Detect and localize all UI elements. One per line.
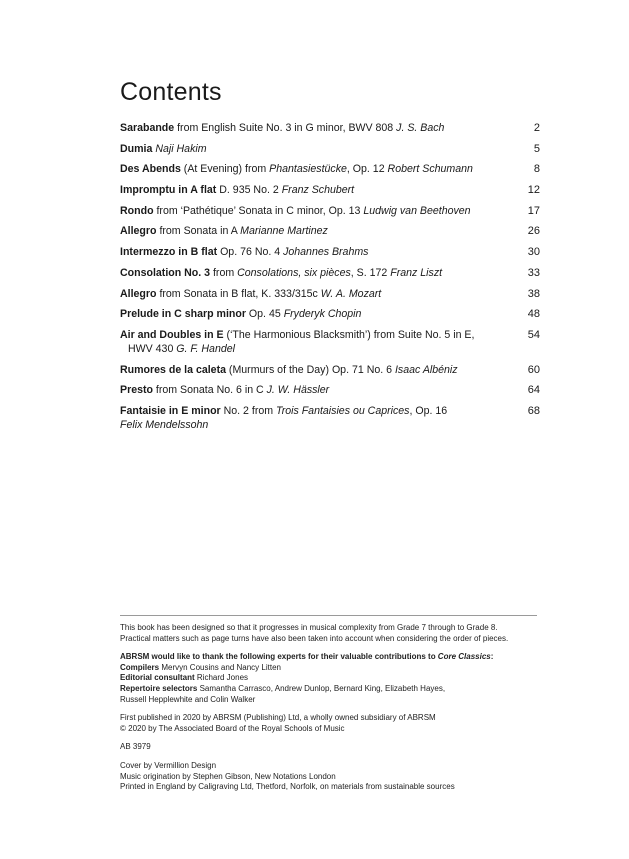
series-name: Core Classics (437, 652, 491, 662)
page-number: 68 (527, 404, 540, 417)
cover-line: Cover by Vermillion Design (120, 760, 217, 770)
page-number: 64 (527, 384, 540, 397)
collection-title: Phantasiestücke (269, 163, 347, 176)
page-number: 54 (527, 328, 540, 341)
toc-entry (120, 224, 540, 238)
selectors-line (120, 684, 540, 695)
composer-name: Marianne Martinez (240, 225, 328, 238)
toc-entry (120, 142, 540, 156)
piece-detail: , Op. 16 (409, 404, 448, 417)
toc-entry (120, 204, 540, 218)
toc-entry (120, 307, 540, 321)
selectors-value: Samantha Carrasco, Andrew Dunlop, Bernard King, Elizabeth Hayes, (197, 683, 446, 693)
design-note (120, 623, 540, 644)
composer-name: Franz Schubert (281, 184, 355, 197)
origination-line: Music origination by Stephen Gibson, New Notations London (120, 771, 336, 781)
publication-info (120, 713, 540, 734)
piece-detail: from ‘Pathétique’ Sonata in C minor, Op. 13 (153, 204, 364, 217)
piece-title: Prelude in C sharp minor (120, 308, 246, 321)
design-note-line: Practical matters such as page turns have also been taken into account when considering the order of pieces. (120, 633, 509, 643)
page-number: 30 (527, 246, 540, 259)
credits (120, 652, 540, 705)
composer-name: J. S. Bach (396, 122, 445, 134)
copyright-line: © 2020 by The Associated Board of the Royal Schools of Music (120, 723, 345, 733)
piece-detail: from Sonata in A (156, 225, 241, 238)
divider (120, 615, 537, 616)
toc-entry (120, 183, 540, 197)
piece-detail: , Op. 12 (346, 163, 388, 176)
piece-title: Allegro (120, 225, 157, 238)
compilers-value: Mervyn Cousins and Nancy Litten (159, 662, 281, 672)
page-number: 38 (527, 287, 540, 300)
thanks-text: ABRSM would like to thank the following experts for their valuable contributions to (120, 652, 438, 662)
toc-entry (120, 245, 540, 259)
compilers-line (120, 663, 540, 674)
page-number: 5 (533, 142, 540, 155)
piece-title: Consolation No. 3 (120, 266, 211, 279)
piece-detail: Op. 76 No. 4 (217, 246, 284, 259)
piece-title: Allegro (120, 287, 157, 300)
composer-name: Robert Schumann (387, 163, 473, 176)
composer-name: Felix Mendelssohn (120, 418, 209, 431)
composer-name: W. A. Mozart (320, 287, 382, 300)
page-title: Contents (120, 78, 222, 106)
page-number: 26 (527, 225, 540, 238)
toc-entry (120, 404, 540, 432)
piece-detail: from Sonata in B flat, K. 333/315c (156, 287, 321, 300)
composer-name: Franz Liszt (390, 266, 443, 279)
page-number: 8 (533, 163, 540, 176)
editorial-label: Editorial consultant (120, 673, 195, 683)
collection-title: Trois Fantaisies ou Caprices (276, 404, 410, 417)
piece-detail: from (210, 266, 238, 279)
piece-detail: , S. 172 (350, 266, 391, 279)
page-number: 48 (527, 308, 540, 321)
toc-entry (120, 328, 540, 356)
composer-name: Isaac Albéniz (394, 363, 458, 376)
page-number: 2 (533, 122, 540, 134)
piece-title: Dumia (120, 142, 153, 155)
continuation-line (120, 418, 514, 432)
contents-list (120, 121, 540, 439)
composer-name: Naji Hakim (155, 142, 207, 155)
colophon (120, 623, 540, 801)
page-number: 12 (527, 184, 540, 197)
page-number: 17 (527, 204, 540, 217)
toc-entry (120, 266, 540, 280)
piece-title: Presto (120, 384, 153, 397)
catalogue-line: AB 3979 (120, 742, 151, 752)
piece-detail: D. 935 No. 2 (216, 184, 282, 197)
toc-entry (120, 162, 540, 176)
editorial-value: Richard Jones (194, 673, 249, 683)
composer-name: Johannes Brahms (283, 246, 369, 259)
continuation-line (120, 342, 514, 356)
piece-detail: (Murmurs of the Day) Op. 71 No. 6 (225, 363, 395, 376)
collection-title: Consolations, six pièces (237, 266, 351, 279)
toc-entry (120, 287, 540, 301)
piece-title: Des Abends (120, 163, 181, 176)
thanks-end: : (490, 652, 494, 662)
composer-name: G. F. Handel (176, 342, 235, 355)
piece-title: Fantaisie in E minor (120, 404, 221, 417)
composer-name: J. W. Hässler (266, 384, 330, 397)
design-note-line: This book has been designed so that it progresses in musical complexity from Grade 7 through to Grade 8. (120, 623, 498, 632)
composer-name: Fryderyk Chopin (283, 308, 362, 321)
page-number: 33 (527, 266, 540, 279)
catalogue-number (120, 742, 540, 753)
piece-detail: HWV 430 (128, 342, 177, 355)
editorial-line (120, 673, 540, 684)
published-line: First published in 2020 by ABRSM (Publishing) Ltd, a wholly owned subsidiary of ABRSM (120, 713, 436, 723)
piece-detail: from English Suite No. 3 in G minor, BWV 808 (174, 122, 397, 134)
toc-entry (120, 383, 540, 397)
piece-detail: Op. 45 (245, 308, 284, 321)
thanks-line (120, 652, 540, 663)
piece-detail: (‘The Harmonious Blacksmith’) from Suite No. 5 in E, (223, 328, 475, 341)
production-credits (120, 761, 540, 793)
piece-title: Air and Doubles in E (120, 328, 224, 341)
piece-title: Impromptu in A flat (120, 184, 217, 197)
composer-name: Ludwig van Beethoven (363, 204, 471, 217)
piece-detail: (At Evening) from (180, 163, 270, 176)
page-number: 60 (527, 363, 540, 376)
piece-title: Rondo (120, 204, 154, 217)
toc-entry (120, 363, 540, 377)
piece-detail: from Sonata No. 6 in C (152, 384, 267, 397)
piece-title: Rumores de la caleta (120, 363, 226, 376)
selectors-line-2: Russell Hepplewhite and Colin Walker (120, 694, 256, 704)
printed-line: Printed in England by Caligraving Ltd, Thetford, Norfolk, on materials from sustainable sources (120, 782, 455, 792)
selectors-label: Repertoire selectors (120, 683, 198, 693)
compilers-label: Compilers (120, 662, 160, 672)
piece-detail: No. 2 from (220, 404, 277, 417)
piece-title: Sarabande (120, 122, 175, 134)
piece-title: Intermezzo in B flat (120, 246, 218, 259)
toc-entry (120, 121, 540, 135)
